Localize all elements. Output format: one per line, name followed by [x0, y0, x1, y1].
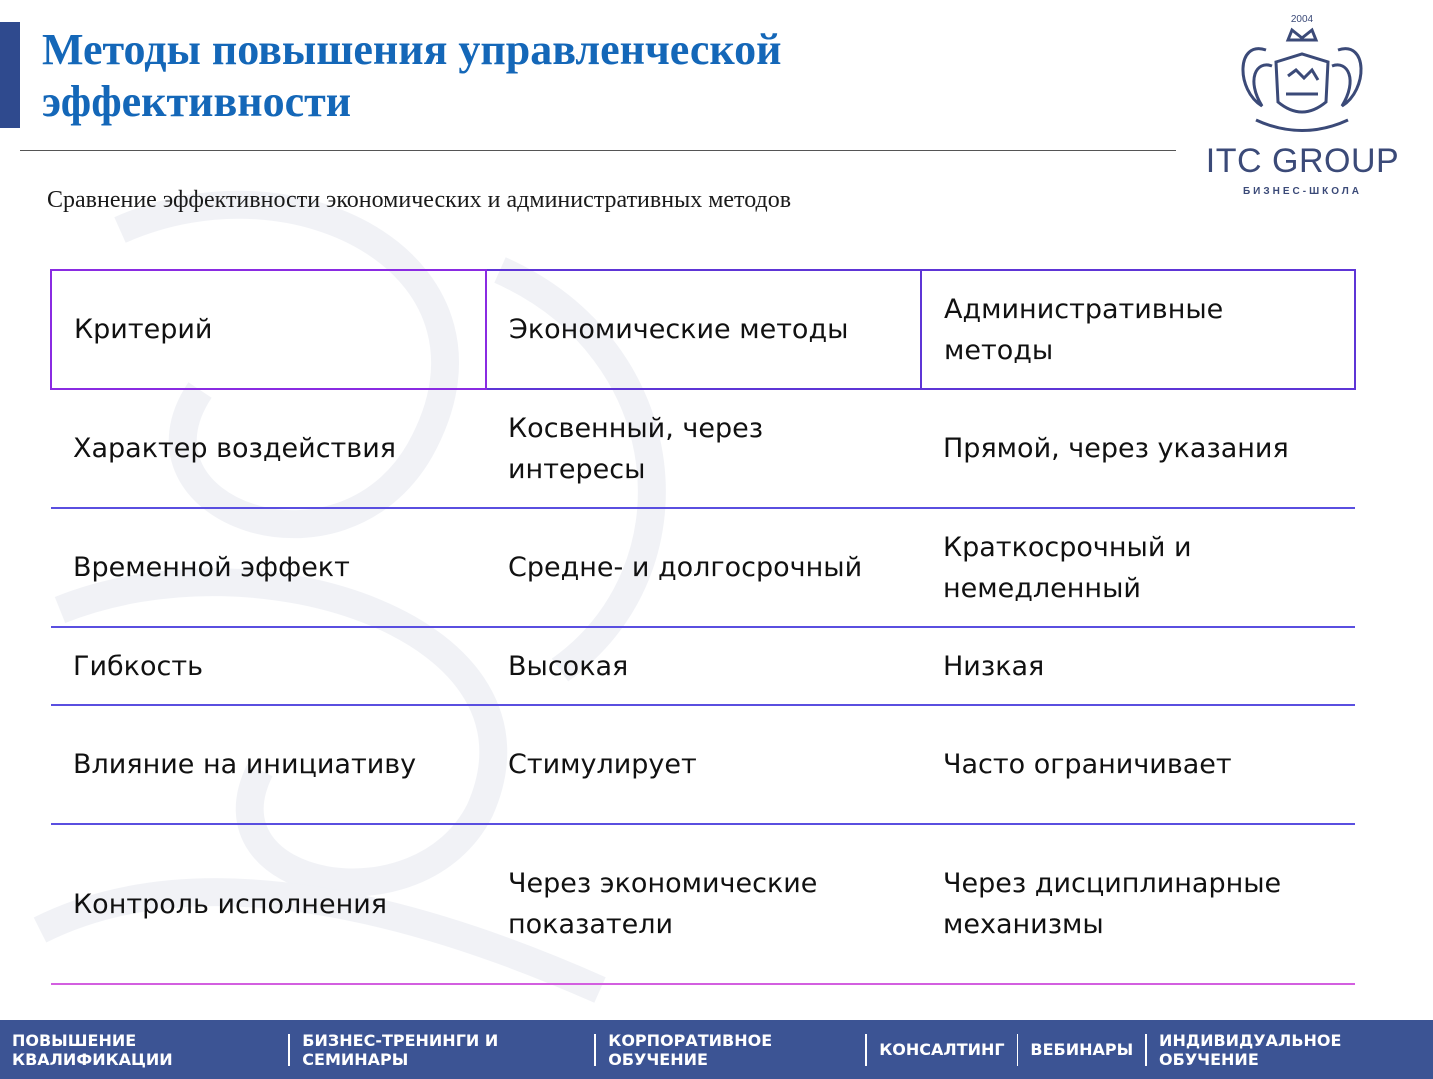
table-row: [51, 824, 1355, 984]
table-cell: Влияние на инициативу: [51, 705, 486, 824]
footer-item-consulting: КОНСАЛТИНГ: [879, 1040, 1005, 1059]
table-cell: Косвенный, через интересы: [486, 389, 921, 508]
footer-item-corporate: КОРПОРАТИВНОЕ ОБУЧЕНИЕ: [608, 1030, 773, 1069]
table-header-row: [51, 270, 1355, 389]
title-accent-bar: [0, 22, 20, 128]
table-cell: Средне- и долгосрочный: [486, 508, 921, 627]
table-cell: Часто ограничивает: [921, 705, 1355, 824]
table-row: [51, 508, 1355, 627]
page-title-line1: Методы повышения управленческой: [42, 25, 782, 74]
table-cell: Контроль исполнения: [51, 824, 486, 984]
table-cell: Прямой, через указания: [921, 389, 1355, 508]
logo-name: ITC GROUP: [1205, 142, 1400, 180]
header-criterion: Критерий: [51, 270, 486, 389]
table-cell: Стимулирует: [486, 705, 921, 824]
itc-group-logo: [1200, 10, 1405, 197]
table-cell: Низкая: [921, 627, 1355, 705]
table-cell: Краткосрочный и немедленный: [921, 508, 1355, 627]
crest-icon: [1226, 10, 1378, 138]
footer-item-webinars: ВЕБИНАРЫ: [1030, 1040, 1134, 1059]
logo-subtitle: БИЗНЕС-ШКОЛА: [1242, 186, 1362, 197]
footer-services-bar: [0, 1020, 1433, 1079]
logo-year: 2004: [1290, 14, 1314, 25]
table-cell: Временной эффект: [51, 508, 486, 627]
table-cell: Через экономические показатели: [486, 824, 921, 984]
table-row: [51, 389, 1355, 508]
page-title-line2: эффективности: [42, 77, 352, 126]
table-row: [51, 627, 1355, 705]
comparison-table: [50, 269, 1356, 985]
footer-item-qualification: ПОВЫШЕНИЕ КВАЛИФИКАЦИИ: [11, 1030, 173, 1069]
table-row: [51, 705, 1355, 824]
header-administrative-methods: Административные методы: [921, 270, 1355, 389]
header-economic-methods: Экономические методы: [486, 270, 921, 389]
slide-subtitle: Сравнение эффективности экономических и административных методов: [47, 187, 792, 213]
table-cell: Гибкость: [51, 627, 486, 705]
footer-item-individual: ИНДИВИДУАЛЬНОЕ ОБУЧЕНИЕ: [1159, 1030, 1342, 1069]
page-title: [42, 24, 1042, 128]
table-cell: Высокая: [486, 627, 921, 705]
footer-item-trainings: БИЗНЕС-ТРЕНИНГИ И СЕМИНАРЫ: [302, 1030, 499, 1069]
table-cell: Через дисциплинарные механизмы: [921, 824, 1355, 984]
table-cell: Характер воздействия: [51, 389, 486, 508]
